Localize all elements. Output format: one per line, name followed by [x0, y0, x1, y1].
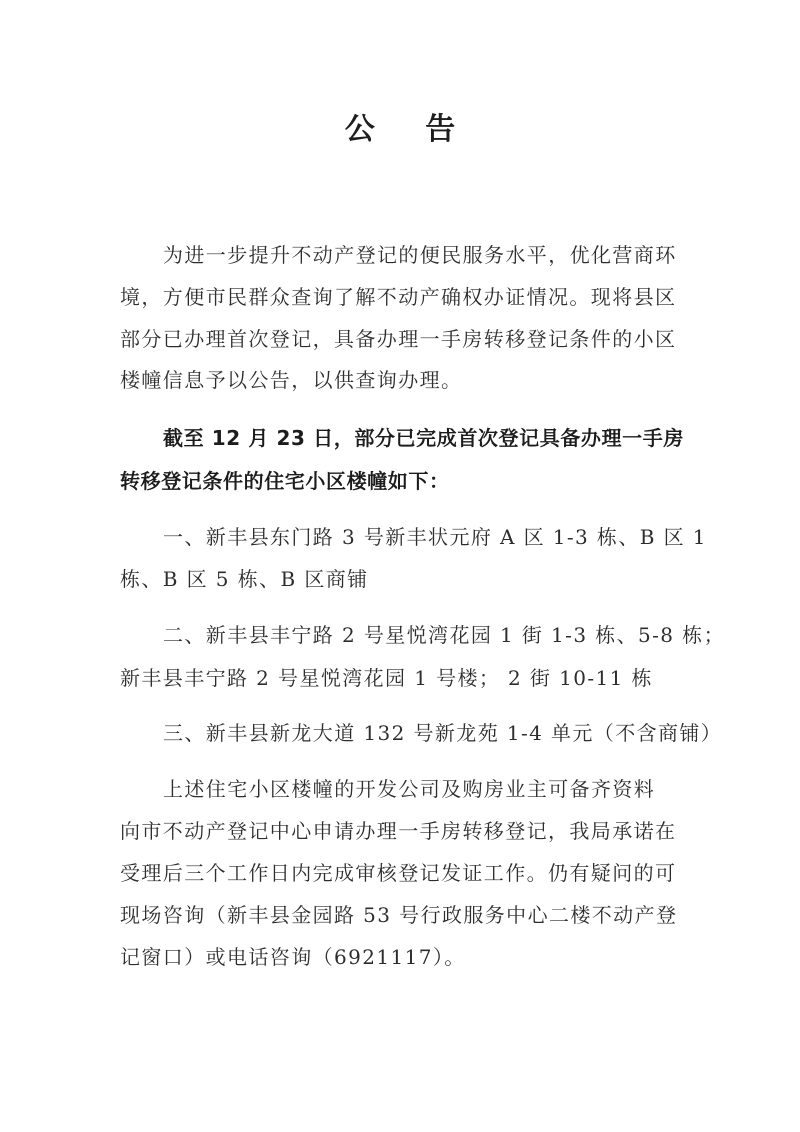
closing-line: 现场咨询（新丰县金园路 53 号行政服务中心二楼不动产登: [120, 903, 678, 927]
notice-title: 公 告: [344, 112, 476, 147]
intro-line: 楼幢信息予以公告，以供查询办理。: [120, 368, 463, 392]
property-item-line: 新丰县丰宁路 2 号星悦湾花园 1 号楼； 2 街 10-11 栋: [120, 666, 653, 690]
intro-line: 境，方便市民群众查询了解不动产确权办证情况。现将县区: [120, 285, 677, 309]
closing-line: 记窗口）或电话咨询（6921117）。: [120, 945, 466, 969]
intro-line: 部分已办理首次登记，具备办理一手房转移登记条件的小区: [120, 327, 677, 351]
closing-line: 向市不动产登记中心申请办理一手房转移登记，我局承诺在: [120, 819, 677, 843]
property-item-line: 三、新丰县新龙大道 132 号新龙苑 1-4 单元（不含商铺）: [163, 721, 723, 745]
property-item-line: 栋、B 区 5 栋、B 区商铺: [120, 567, 369, 591]
closing-line: 上述住宅小区楼幢的开发公司及购房业主可备齐资料: [163, 777, 656, 801]
cutoff-line: 转移登记条件的住宅小区楼幢如下：: [120, 469, 450, 493]
property-item-line: 一、新丰县东门路 3 号新丰状元府 A 区 1-3 栋、B 区 1: [163, 525, 707, 549]
closing-line: 受理后三个工作日内完成审核登记发证工作。仍有疑问的可: [120, 861, 677, 885]
cutoff-line: 截至 12 月 23 日，部分已完成首次登记具备办理一手房: [163, 426, 684, 450]
intro-line: 为进一步提升不动产登记的便民服务水平，优化营商环: [163, 243, 677, 267]
property-item-line: 二、新丰县丰宁路 2 号星悦湾花园 1 街 1-3 栋、5-8 栋；: [163, 623, 725, 647]
